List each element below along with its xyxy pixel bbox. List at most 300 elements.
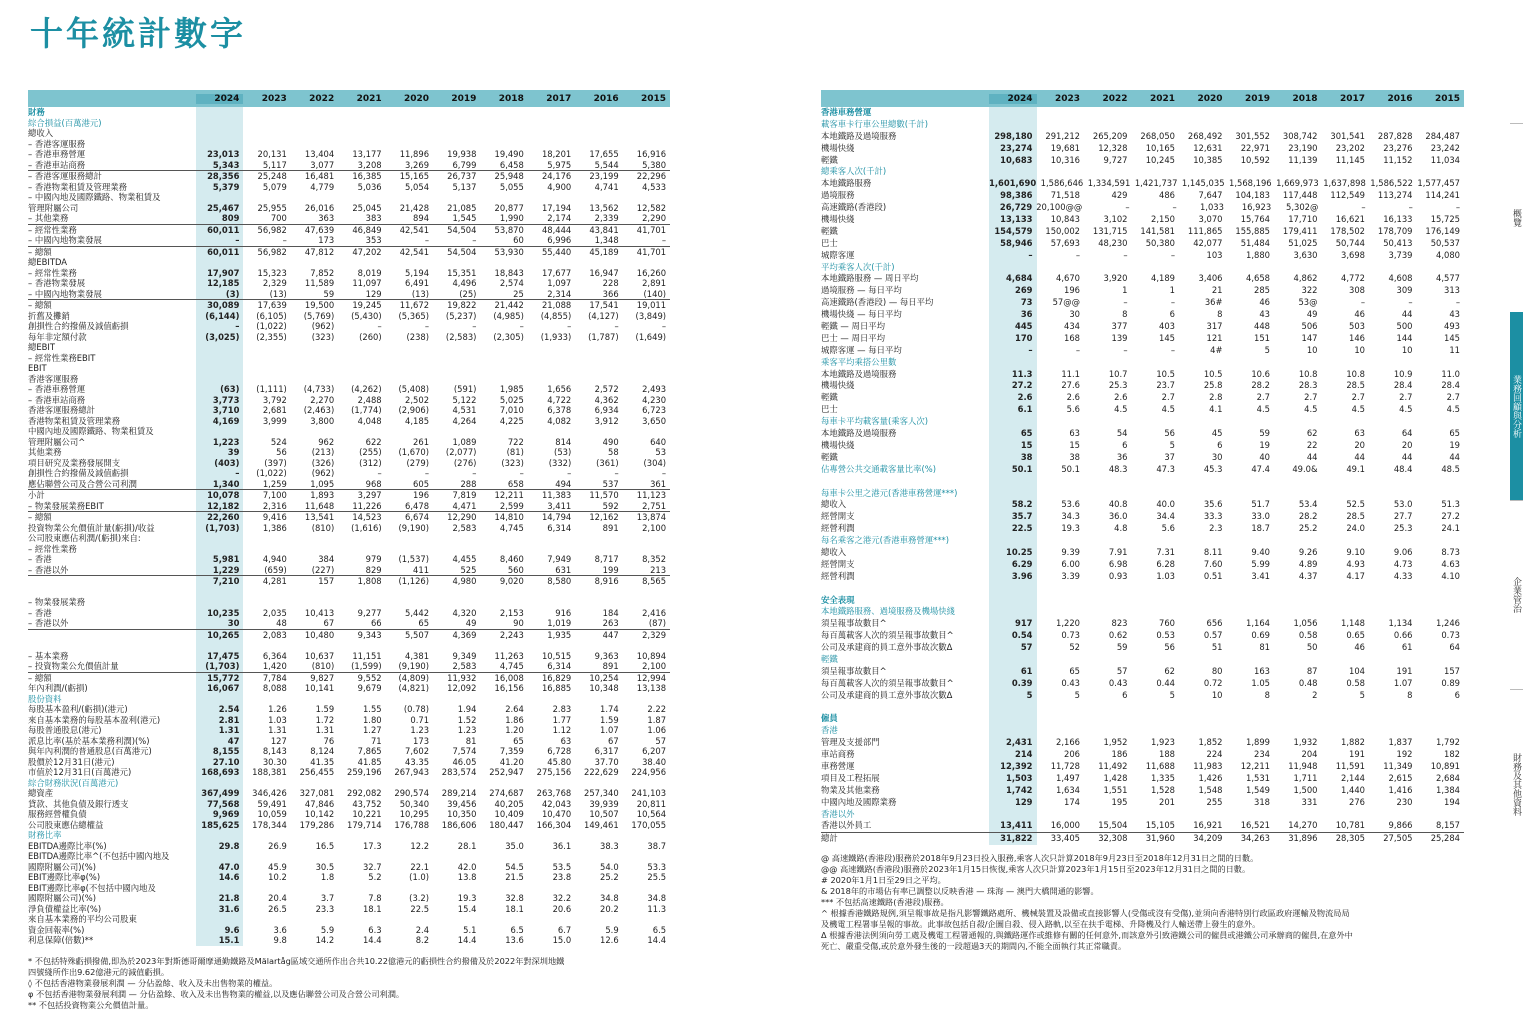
cell-2020: 8 bbox=[1217, 309, 1223, 320]
cell-2020: (13) bbox=[411, 288, 430, 299]
cell-2018: 6.5 bbox=[510, 924, 524, 935]
cell-2024: 9,969 bbox=[212, 809, 240, 819]
cell-2022: 962 bbox=[318, 436, 335, 447]
cell-2015 bbox=[623, 374, 670, 385]
cell-2016: 10,254 bbox=[589, 672, 619, 683]
year-2015: 2015 bbox=[1434, 93, 1460, 104]
row-label: 輕鐵 bbox=[821, 653, 838, 664]
cell-2016: 34.8 bbox=[600, 893, 619, 903]
cell-2021: 9,679 bbox=[357, 683, 382, 693]
cell-2021 bbox=[338, 374, 385, 385]
cell-2019: 7,819 bbox=[452, 490, 477, 500]
table-row bbox=[28, 893, 670, 904]
cell-2024 bbox=[196, 342, 243, 353]
row-label: – 總額 bbox=[28, 300, 52, 310]
cell-2022: 47,846 bbox=[304, 798, 335, 809]
cell-2023: 8,143 bbox=[262, 746, 287, 756]
cell-2020: 10,385 bbox=[1193, 154, 1223, 165]
cell-2019: 46.05 bbox=[452, 756, 477, 767]
row-label: 總乘客人次(千計) bbox=[821, 166, 887, 177]
cell-2022 bbox=[291, 353, 338, 364]
table-row bbox=[28, 342, 670, 353]
cell-2024: 15,772 bbox=[207, 672, 240, 683]
cell-2023: – bbox=[1075, 344, 1080, 355]
cell-2018: 28.3 bbox=[1298, 380, 1318, 391]
cell-2023: 8,088 bbox=[262, 683, 287, 693]
cell-2024: 31.6 bbox=[218, 903, 240, 914]
cell-2021: 31,960 bbox=[1145, 833, 1175, 844]
row-label: 高速鐵路(香港段) — 每日平均 bbox=[821, 297, 934, 308]
cell-2015: 4.10 bbox=[1441, 570, 1460, 581]
cell-2016: 1,348 bbox=[594, 235, 619, 245]
table-row bbox=[821, 547, 1464, 559]
cell-2019: 448 bbox=[1254, 321, 1270, 332]
cell-2022: 1 bbox=[1122, 285, 1128, 296]
cell-2021: 5 bbox=[1169, 439, 1175, 450]
cell-2016: 4.33 bbox=[1393, 570, 1413, 581]
cell-2022 bbox=[291, 533, 338, 544]
cell-2019 bbox=[433, 883, 480, 894]
cell-2021 bbox=[1132, 357, 1180, 369]
cell-2016: 13,562 bbox=[589, 202, 619, 213]
cell-2020: 80 bbox=[1211, 665, 1223, 676]
cell-2019: 1,545 bbox=[452, 213, 477, 223]
cell-2023 bbox=[1037, 476, 1085, 488]
cell-2022: 3.7 bbox=[320, 893, 335, 903]
cell-2022 bbox=[1084, 713, 1132, 725]
cell-2024 bbox=[989, 654, 1037, 666]
cell-2015: 16,260 bbox=[636, 267, 667, 278]
cell-2020: 11,896 bbox=[399, 149, 430, 159]
cell-2022: 23.3 bbox=[315, 903, 335, 914]
cell-2022: 3,077 bbox=[310, 159, 335, 170]
row-label: – 香港物業租賃及管理業務 bbox=[28, 181, 127, 192]
cell-2021: 2,488 bbox=[357, 394, 382, 405]
cell-2023 bbox=[243, 342, 290, 353]
cell-2017 bbox=[528, 597, 575, 608]
row-label: 每百萬載客人次的須呈報事故數目^ bbox=[821, 630, 954, 641]
cell-2016: 17,655 bbox=[589, 149, 619, 159]
cell-2023 bbox=[243, 544, 290, 555]
cell-2019 bbox=[433, 118, 480, 129]
cell-2021: (5,430) bbox=[351, 310, 382, 321]
cell-2019: – bbox=[472, 321, 477, 331]
cell-2017: 104 bbox=[1349, 665, 1365, 676]
cell-2019: 12,092 bbox=[447, 683, 477, 693]
footnote: ^ 根據香港鐵路規例,須呈報事故是指凡影響鐵路處所、機械裝置及設備或直接影響人(受傷或沒有受傷),並須向香港特別行政區政府運輸及物流局局 bbox=[821, 908, 1350, 918]
row-label: 其他業務 bbox=[28, 447, 62, 457]
cell-2015: 5,380 bbox=[642, 159, 667, 170]
cell-2020: (9,190) bbox=[398, 661, 430, 671]
row-label: 來自基本業務的每股基本盈利(港元) bbox=[28, 714, 161, 725]
cell-2017: 44 bbox=[1354, 451, 1365, 462]
cell-2018: 5,025 bbox=[499, 394, 524, 405]
cell-2021: 23.7 bbox=[1156, 380, 1175, 391]
cell-2016 bbox=[575, 587, 622, 598]
cell-2016: 4.5 bbox=[1399, 404, 1413, 415]
table-row bbox=[28, 914, 670, 925]
cell-2015 bbox=[623, 883, 670, 894]
cell-2017: 263,768 bbox=[536, 788, 572, 798]
year-2020: 2020 bbox=[403, 93, 430, 104]
cell-2019: 54,504 bbox=[447, 224, 477, 235]
cell-2024 bbox=[989, 606, 1037, 618]
table-row bbox=[28, 458, 670, 469]
cell-2021: 56 bbox=[1164, 428, 1175, 439]
cell-2024: 38 bbox=[1020, 451, 1033, 462]
cell-2024: 168,693 bbox=[201, 767, 240, 777]
row-label: – 其他業務 bbox=[28, 213, 69, 223]
table-row bbox=[821, 178, 1464, 190]
cell-2021 bbox=[338, 914, 385, 925]
cell-2024: 809 bbox=[221, 213, 240, 223]
cell-2016: 2.7 bbox=[1399, 392, 1413, 403]
cell-2015: 284,487 bbox=[1425, 130, 1460, 141]
row-label: 應佔聯營公司及合營公司利潤 bbox=[28, 478, 137, 489]
row-label: – 中國內地物業發展 bbox=[28, 288, 102, 299]
cell-2016: 184 bbox=[602, 607, 619, 618]
cell-2021: 37 bbox=[1164, 451, 1175, 462]
cell-2022: 9,827 bbox=[310, 672, 335, 683]
cell-2018: 1.86 bbox=[505, 714, 524, 725]
cell-2022 bbox=[291, 830, 338, 841]
cell-2022: 57 bbox=[1116, 665, 1128, 676]
row-label: – 香港客運服務總計 bbox=[28, 171, 102, 181]
cell-2017 bbox=[1322, 166, 1370, 178]
cell-2020: (1.0) bbox=[409, 872, 430, 882]
cell-2021: 622 bbox=[365, 436, 382, 447]
cell-2015 bbox=[623, 139, 670, 150]
cell-2017 bbox=[528, 363, 575, 374]
cell-2019 bbox=[1227, 809, 1275, 821]
cell-2024 bbox=[196, 830, 243, 841]
row-label: 投資物業公允價值計量(虧損)/收益 bbox=[28, 522, 155, 533]
row-label: 每車卡公里之港元(香港車務營運***) bbox=[821, 487, 958, 498]
cell-2018: 658 bbox=[507, 478, 524, 489]
cell-2015: 14.4 bbox=[647, 935, 667, 945]
cell-2024 bbox=[989, 166, 1037, 178]
cell-2015 bbox=[623, 533, 670, 544]
cell-2023: 3,792 bbox=[262, 394, 287, 405]
cell-2023: 56 bbox=[276, 447, 287, 457]
cell-2017: 1,097 bbox=[547, 278, 572, 288]
cell-2024 bbox=[989, 416, 1037, 428]
cell-2022 bbox=[291, 257, 338, 268]
cell-2023: 2,316 bbox=[262, 500, 287, 511]
cell-2020 bbox=[1179, 476, 1227, 488]
cell-2016 bbox=[575, 851, 622, 862]
cell-2016: 10,348 bbox=[589, 683, 619, 693]
cell-2016: 44 bbox=[1401, 451, 1413, 462]
cell-2018: 4,745 bbox=[499, 522, 524, 533]
row-label: 安全表現 bbox=[821, 594, 855, 605]
table-row bbox=[821, 690, 1464, 702]
table-row bbox=[28, 851, 670, 862]
table-row bbox=[821, 428, 1464, 440]
cell-2024: 5 bbox=[1026, 689, 1033, 700]
cell-2022: 26,016 bbox=[304, 202, 335, 213]
cell-2015: 53 bbox=[655, 447, 667, 457]
cell-2017: 191 bbox=[1349, 749, 1365, 760]
cell-2015: 65 bbox=[1449, 428, 1460, 439]
cell-2021: 486 bbox=[1159, 190, 1175, 201]
table-row bbox=[28, 809, 670, 820]
table-row bbox=[28, 384, 670, 395]
cell-2018: 53@ bbox=[1298, 297, 1318, 308]
cell-2022: 10,637 bbox=[304, 650, 335, 661]
cell-2023: 9,416 bbox=[262, 512, 287, 522]
cell-2018: 4,862 bbox=[1293, 273, 1318, 284]
cell-2019: (5,237) bbox=[445, 310, 477, 321]
cell-2017: 6.7 bbox=[557, 924, 572, 935]
cell-2020: 30 bbox=[1211, 451, 1223, 462]
cell-2020: 25.8 bbox=[1203, 380, 1223, 391]
cell-2018: 21,442 bbox=[494, 300, 524, 310]
cell-2016: 192 bbox=[1396, 749, 1413, 760]
cell-2022 bbox=[1084, 725, 1132, 737]
cell-2018: 25,948 bbox=[494, 171, 524, 181]
cell-2023: 63 bbox=[1069, 428, 1080, 439]
cell-2023: 5.6 bbox=[1066, 404, 1080, 415]
cell-2024 bbox=[196, 544, 243, 555]
cell-2022 bbox=[291, 363, 338, 374]
cell-2019 bbox=[433, 830, 480, 841]
cell-2023 bbox=[1037, 713, 1085, 725]
cell-2018: 274,687 bbox=[489, 788, 524, 798]
row-label: 項目研究及業務發展開支 bbox=[28, 457, 121, 468]
cell-2021 bbox=[1132, 107, 1180, 119]
cell-2017: 4,082 bbox=[547, 415, 572, 426]
cell-2017: 6,378 bbox=[547, 405, 572, 415]
cell-2017: 275,156 bbox=[536, 767, 572, 777]
cell-2021: 1.27 bbox=[362, 725, 382, 735]
cell-2023: 1.26 bbox=[268, 704, 287, 714]
cell-2021: 25,045 bbox=[352, 202, 382, 213]
row-label: 市值於12月31日(百萬港元) bbox=[28, 767, 132, 777]
table-row bbox=[821, 297, 1464, 309]
table-row bbox=[28, 767, 670, 778]
table-row bbox=[821, 380, 1464, 392]
table-row bbox=[28, 799, 670, 810]
side-tab[interactable]: 企業管治 bbox=[1510, 500, 1523, 689]
cell-2020 bbox=[1179, 166, 1227, 178]
cell-2023: 25,955 bbox=[257, 202, 287, 213]
table-row bbox=[28, 661, 670, 672]
cell-2015: 10,894 bbox=[636, 650, 667, 661]
cell-2024: 58.2 bbox=[1011, 499, 1033, 510]
footnote: 死亡、嚴重受傷,或於意外發生後的一段超過3天的期間內,不能全面執行其正常職責。 bbox=[821, 941, 1127, 951]
cell-2017: 2,174 bbox=[547, 213, 572, 223]
cell-2023: 0.73 bbox=[1061, 630, 1080, 641]
cell-2019: 186,606 bbox=[441, 819, 477, 830]
cell-2022: 41.35 bbox=[310, 756, 335, 767]
side-tab[interactable]: 概覽 bbox=[1510, 123, 1523, 312]
cell-2017: 0.65 bbox=[1346, 630, 1365, 641]
cell-2015 bbox=[1417, 606, 1465, 618]
side-tab[interactable]: 業務回顧與分析 bbox=[1510, 312, 1523, 500]
cell-2023: 30.30 bbox=[262, 756, 287, 767]
cell-2018: 4.5 bbox=[1304, 404, 1318, 415]
cell-2019: 12,211 bbox=[1240, 760, 1270, 771]
cell-2015: 12,582 bbox=[636, 202, 667, 213]
cell-2021 bbox=[338, 363, 385, 374]
cell-2021: 4.5 bbox=[1161, 404, 1175, 415]
cell-2021: – bbox=[1170, 249, 1175, 260]
cell-2020: 1,426 bbox=[1198, 772, 1223, 783]
cell-2019: 4,658 bbox=[1246, 273, 1270, 284]
row-label: 香港客運服務 bbox=[28, 373, 79, 384]
cell-2019: 4,320 bbox=[452, 607, 477, 618]
cell-2024: 6.1 bbox=[1017, 404, 1033, 415]
cell-2022 bbox=[291, 342, 338, 353]
cell-2017: 48,444 bbox=[541, 224, 572, 235]
cell-2024: 11.3 bbox=[1011, 368, 1033, 379]
cell-2016: 10,507 bbox=[589, 809, 619, 819]
cell-2018 bbox=[1274, 119, 1322, 131]
cell-2016: 4,362 bbox=[594, 394, 619, 405]
cell-2015 bbox=[1417, 654, 1465, 666]
cell-2024: 269 bbox=[1015, 285, 1033, 296]
cell-2020 bbox=[386, 883, 433, 894]
cell-2018 bbox=[480, 342, 527, 353]
table-row bbox=[821, 773, 1464, 785]
cell-2020 bbox=[1179, 488, 1227, 500]
cell-2021 bbox=[338, 342, 385, 353]
cell-2019: 0.69 bbox=[1251, 630, 1270, 641]
cell-2015 bbox=[1417, 166, 1465, 178]
cell-2015 bbox=[623, 363, 670, 374]
cell-2021: – bbox=[1170, 297, 1175, 308]
cell-2022 bbox=[291, 107, 338, 118]
cell-2015: 41,701 bbox=[636, 246, 667, 257]
cell-2020: (4,821) bbox=[398, 683, 430, 693]
cell-2020 bbox=[386, 830, 433, 841]
table-row bbox=[28, 683, 670, 694]
row-label: 過境服務 bbox=[821, 190, 855, 201]
cell-2022: 36.0 bbox=[1108, 511, 1128, 522]
cell-2021: (1,616) bbox=[351, 522, 382, 533]
cell-2015: 13,874 bbox=[636, 512, 667, 522]
cell-2022: 15,504 bbox=[1098, 820, 1128, 831]
cell-2022: 76 bbox=[323, 735, 335, 746]
cell-2018: 90 bbox=[513, 618, 524, 628]
cell-2020: (4,809) bbox=[398, 672, 430, 683]
cell-2022 bbox=[1084, 262, 1132, 274]
cell-2017: (1,933) bbox=[540, 331, 572, 342]
cell-2022: 1,952 bbox=[1103, 737, 1128, 748]
cell-2019: 47.4 bbox=[1251, 463, 1270, 474]
cell-2019: 10,592 bbox=[1240, 154, 1270, 165]
cell-2017 bbox=[528, 778, 575, 789]
cell-2017 bbox=[1322, 606, 1370, 618]
cell-2016 bbox=[575, 914, 622, 925]
cell-2018: 10,409 bbox=[494, 809, 524, 819]
cell-2022: (5,769) bbox=[303, 310, 335, 321]
cell-2023 bbox=[1037, 488, 1085, 500]
side-tab[interactable]: 財務及其他資料 bbox=[1510, 689, 1523, 878]
cell-2018: 506 bbox=[1301, 321, 1318, 332]
footnote: *** 不包括高速鐵路(香港段)服務。 bbox=[821, 897, 949, 907]
cell-2020: 42,077 bbox=[1193, 237, 1223, 248]
cell-2020: 12.2 bbox=[410, 840, 430, 851]
cell-2021 bbox=[1132, 416, 1180, 428]
cell-2016: 37.70 bbox=[594, 756, 619, 767]
cell-2018 bbox=[480, 257, 527, 268]
cell-2015 bbox=[623, 107, 670, 118]
table-row bbox=[28, 479, 670, 490]
cell-2022: 10,141 bbox=[304, 683, 335, 693]
cell-2016: 178,709 bbox=[1377, 225, 1413, 236]
cell-2024: 298,180 bbox=[994, 130, 1033, 141]
cell-2023: 2,166 bbox=[1056, 737, 1080, 748]
table-row bbox=[821, 250, 1464, 262]
cell-2017: 308 bbox=[1349, 285, 1365, 296]
cell-2018: 308,742 bbox=[1282, 130, 1318, 141]
cell-2023 bbox=[1037, 535, 1085, 547]
table-row bbox=[28, 437, 670, 448]
year-2021: 2021 bbox=[1149, 93, 1175, 104]
cell-2016 bbox=[575, 128, 622, 139]
cell-2020 bbox=[386, 694, 433, 705]
cell-2018 bbox=[1274, 262, 1322, 274]
cell-2015: 41,701 bbox=[636, 224, 667, 235]
table-row bbox=[28, 118, 670, 129]
cell-2021 bbox=[1132, 606, 1180, 618]
footnote: ** 不包括投資物業公允價值計量。 bbox=[28, 1000, 154, 1010]
cell-2024 bbox=[989, 119, 1037, 131]
cell-2021: 7.8 bbox=[368, 893, 382, 903]
cell-2024: 28,356 bbox=[207, 171, 240, 181]
cell-2015: 6.5 bbox=[652, 924, 667, 935]
row-label: 輕鐵 bbox=[821, 451, 838, 462]
table-row bbox=[28, 533, 670, 544]
cell-2020: 1,033 bbox=[1199, 202, 1224, 213]
cell-2024 bbox=[989, 262, 1037, 274]
table-row bbox=[821, 357, 1464, 369]
table-row bbox=[28, 278, 670, 289]
cell-2015: – bbox=[661, 468, 667, 478]
table-row bbox=[28, 841, 670, 852]
cell-2016 bbox=[1369, 725, 1417, 737]
cell-2015: 4,577 bbox=[1436, 273, 1460, 284]
cell-2017: – bbox=[1360, 297, 1365, 308]
year-2023: 2023 bbox=[261, 93, 287, 104]
cell-2017: 50,744 bbox=[1335, 237, 1365, 248]
table-row bbox=[28, 235, 670, 246]
cell-2023: 27.6 bbox=[1061, 380, 1080, 391]
cell-2020: 6 bbox=[1217, 439, 1223, 450]
cell-2020 bbox=[1179, 595, 1227, 607]
cell-2018 bbox=[480, 597, 527, 608]
cell-2023: 178,344 bbox=[252, 819, 287, 830]
cell-2019: 8 bbox=[1264, 689, 1270, 700]
cell-2022 bbox=[1084, 107, 1132, 119]
cell-2018: 2 bbox=[1312, 689, 1318, 700]
cell-2015: 241,103 bbox=[631, 788, 667, 798]
table-row bbox=[28, 268, 670, 279]
row-label: 中國內地及國際鐵路、物業租賃及 bbox=[28, 426, 154, 436]
cell-2024: 23,013 bbox=[207, 149, 240, 159]
cell-2020 bbox=[386, 544, 433, 555]
cell-2019 bbox=[433, 533, 480, 544]
cell-2022 bbox=[1084, 654, 1132, 666]
table-row bbox=[821, 702, 1464, 714]
cell-2016: 61 bbox=[1401, 642, 1413, 653]
cell-2019 bbox=[433, 342, 480, 353]
cell-2022: 3,102 bbox=[1103, 214, 1128, 225]
cell-2017 bbox=[1322, 119, 1370, 131]
cell-2020: 4.1 bbox=[1209, 404, 1223, 415]
